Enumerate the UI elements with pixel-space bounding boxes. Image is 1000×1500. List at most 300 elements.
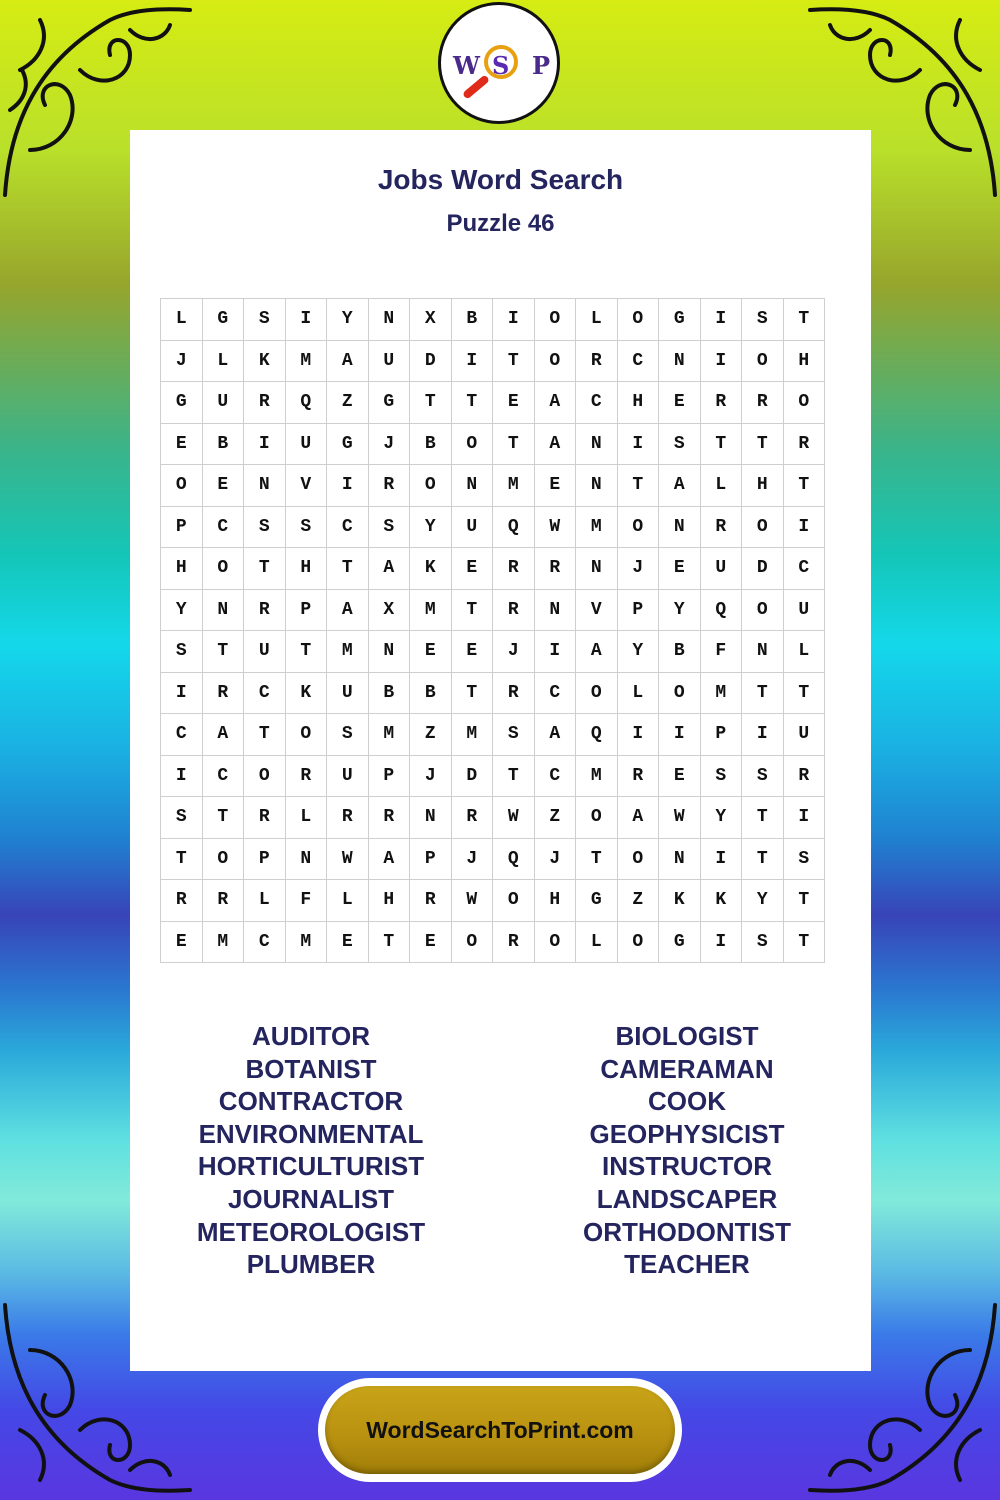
grid-cell[interactable]: H — [285, 548, 327, 590]
grid-cell[interactable]: R — [202, 672, 244, 714]
grid-cell[interactable]: U — [327, 672, 369, 714]
grid-cell[interactable]: R — [576, 340, 618, 382]
grid-cell[interactable]: A — [534, 382, 576, 424]
grid-cell[interactable]: J — [161, 340, 203, 382]
grid-cell[interactable]: N — [285, 838, 327, 880]
grid-cell[interactable]: D — [742, 548, 784, 590]
word-list-item: PLUMBER — [246, 1249, 376, 1280]
grid-cell[interactable]: M — [285, 921, 327, 963]
grid-cell[interactable]: W — [451, 880, 493, 922]
word-list-item: AUDITOR — [252, 1021, 370, 1051]
puzzle-number: Puzzle 46 — [446, 210, 555, 237]
grid-cell[interactable]: I — [700, 340, 742, 382]
grid-cell[interactable]: N — [368, 299, 410, 341]
grid-cell[interactable]: E — [410, 921, 452, 963]
grid-cell[interactable]: I — [493, 299, 535, 341]
grid-cell[interactable]: C — [202, 506, 244, 548]
grid-cell[interactable]: R — [783, 755, 825, 797]
grid-cell[interactable]: S — [659, 423, 701, 465]
grid-cell[interactable]: N — [202, 589, 244, 631]
grid-cell[interactable]: B — [410, 423, 452, 465]
grid-cell[interactable]: J — [493, 631, 535, 673]
grid-cell[interactable]: O — [202, 838, 244, 880]
grid-cell[interactable]: A — [368, 838, 410, 880]
grid-cell[interactable]: R — [327, 797, 369, 839]
grid-cell[interactable]: O — [493, 880, 535, 922]
grid-cell[interactable]: G — [659, 299, 701, 341]
grid-cell[interactable]: V — [285, 465, 327, 507]
puzzle-card — [130, 130, 871, 1371]
grid-cell[interactable]: P — [244, 838, 286, 880]
grid-cell[interactable]: P — [161, 506, 203, 548]
grid-row — [161, 382, 825, 424]
grid-cell[interactable]: E — [659, 548, 701, 590]
site-link[interactable]: WordSearchToPrint.com — [366, 1416, 634, 1443]
grid-row — [161, 465, 825, 507]
grid-cell[interactable]: N — [368, 631, 410, 673]
grid-cell[interactable]: W — [534, 506, 576, 548]
grid-cell[interactable]: O — [534, 340, 576, 382]
grid-cell[interactable]: T — [493, 423, 535, 465]
grid-cell[interactable]: O — [742, 340, 784, 382]
logo-letter-w: W — [453, 51, 480, 80]
word-list-item: GEOPHYSICIST — [589, 1118, 785, 1149]
grid-cell[interactable]: O — [617, 838, 659, 880]
grid-row — [161, 797, 825, 839]
grid-cell[interactable]: E — [659, 382, 701, 424]
grid-cell[interactable]: L — [244, 880, 286, 922]
grid-cell[interactable]: Q — [700, 589, 742, 631]
word-list-item: CAMERAMAN — [600, 1053, 774, 1084]
grid-cell[interactable]: D — [410, 340, 452, 382]
grid-cell[interactable]: N — [659, 838, 701, 880]
grid-cell[interactable]: P — [410, 838, 452, 880]
grid-cell[interactable]: C — [534, 755, 576, 797]
grid-cell[interactable]: E — [202, 465, 244, 507]
grid-cell[interactable]: O — [451, 921, 493, 963]
grid-cell[interactable]: I — [534, 631, 576, 673]
grid-cell[interactable]: O — [161, 465, 203, 507]
grid-cell[interactable]: U — [368, 340, 410, 382]
grid-cell[interactable]: E — [493, 382, 535, 424]
grid-cell[interactable]: R — [783, 423, 825, 465]
grid-cell[interactable]: H — [742, 465, 784, 507]
grid-cell[interactable]: B — [659, 631, 701, 673]
grid-cell[interactable]: C — [576, 382, 618, 424]
grid-cell[interactable]: U — [783, 714, 825, 756]
grid-cell[interactable]: T — [742, 423, 784, 465]
grid-cell[interactable]: A — [534, 423, 576, 465]
word-list-item: METEOROLOGIST — [196, 1216, 426, 1247]
grid-cell[interactable]: A — [617, 797, 659, 839]
grid-cell[interactable]: R — [700, 506, 742, 548]
word-list-item: BOTANIST — [245, 1053, 377, 1084]
grid-cell[interactable]: N — [451, 465, 493, 507]
grid-cell[interactable]: G — [659, 921, 701, 963]
grid-cell[interactable]: R — [368, 797, 410, 839]
grid-cell[interactable]: R — [451, 797, 493, 839]
grid-cell[interactable]: R — [700, 382, 742, 424]
grid-cell[interactable]: C — [202, 755, 244, 797]
grid-cell[interactable]: K — [700, 880, 742, 922]
grid-cell[interactable]: T — [783, 921, 825, 963]
grid-cell[interactable]: O — [742, 589, 784, 631]
grid-cell[interactable]: S — [244, 299, 286, 341]
word-list-item: INSTRUCTOR — [602, 1151, 772, 1182]
grid-cell[interactable]: S — [493, 714, 535, 756]
grid-cell[interactable]: T — [451, 672, 493, 714]
grid-cell[interactable]: U — [202, 382, 244, 424]
grid-cell[interactable]: Z — [617, 880, 659, 922]
grid-cell[interactable]: A — [659, 465, 701, 507]
grid-row — [161, 548, 825, 590]
grid-cell[interactable]: S — [161, 631, 203, 673]
grid-cell[interactable]: P — [700, 714, 742, 756]
word-list-item: ENVIRONMENTAL — [198, 1118, 424, 1149]
grid-cell[interactable]: B — [451, 299, 493, 341]
grid-cell[interactable]: O — [617, 299, 659, 341]
grid-cell[interactable]: S — [783, 838, 825, 880]
grid-cell[interactable]: T — [244, 548, 286, 590]
grid-cell[interactable]: Y — [700, 797, 742, 839]
grid-cell[interactable]: M — [202, 921, 244, 963]
grid-cell[interactable]: Y — [410, 506, 452, 548]
grid-cell[interactable]: E — [451, 631, 493, 673]
grid-cell[interactable]: R — [244, 382, 286, 424]
grid-row — [161, 714, 825, 756]
grid-cell[interactable]: L — [285, 797, 327, 839]
grid-cell[interactable]: R — [368, 465, 410, 507]
grid-cell[interactable]: T — [451, 382, 493, 424]
grid-cell[interactable]: O — [451, 423, 493, 465]
grid-cell[interactable]: R — [617, 755, 659, 797]
grid-cell[interactable]: N — [576, 423, 618, 465]
grid-cell[interactable]: O — [534, 921, 576, 963]
grid-cell[interactable]: R — [202, 880, 244, 922]
grid-cell[interactable]: Q — [493, 838, 535, 880]
grid-cell[interactable]: O — [742, 506, 784, 548]
grid-cell[interactable]: L — [161, 299, 203, 341]
grid-cell[interactable]: O — [410, 465, 452, 507]
grid-cell[interactable]: T — [783, 880, 825, 922]
grid-cell[interactable]: M — [493, 465, 535, 507]
grid-row — [161, 755, 825, 797]
grid-cell[interactable]: T — [202, 797, 244, 839]
grid-cell[interactable]: L — [617, 672, 659, 714]
grid-cell[interactable]: M — [576, 506, 618, 548]
grid-cell[interactable]: M — [451, 714, 493, 756]
grid-cell[interactable]: T — [783, 299, 825, 341]
grid-cell[interactable]: B — [410, 672, 452, 714]
grid-cell[interactable]: L — [327, 880, 369, 922]
grid-cell[interactable]: T — [161, 838, 203, 880]
grid-cell[interactable]: C — [783, 548, 825, 590]
word-list-item: COOK — [648, 1086, 726, 1117]
grid-cell[interactable]: Z — [410, 714, 452, 756]
grid-cell[interactable]: I — [700, 921, 742, 963]
grid-cell[interactable]: J — [410, 755, 452, 797]
grid-row — [161, 423, 825, 465]
grid-cell[interactable]: Y — [327, 299, 369, 341]
grid-cell[interactable]: E — [451, 548, 493, 590]
grid-cell[interactable]: M — [368, 714, 410, 756]
grid-cell[interactable]: R — [161, 880, 203, 922]
word-list-left — [126, 1020, 496, 1281]
grid-cell[interactable]: U — [285, 423, 327, 465]
grid-cell[interactable]: F — [700, 631, 742, 673]
grid-cell[interactable]: R — [410, 880, 452, 922]
grid-cell[interactable]: P — [285, 589, 327, 631]
grid-cell[interactable]: M — [576, 755, 618, 797]
grid-cell[interactable]: Y — [161, 589, 203, 631]
grid-cell[interactable]: W — [659, 797, 701, 839]
grid-cell[interactable]: L — [576, 921, 618, 963]
grid-cell[interactable]: I — [617, 423, 659, 465]
grid-cell[interactable]: O — [534, 299, 576, 341]
grid-cell[interactable]: Z — [327, 382, 369, 424]
wsp-logo — [438, 2, 560, 124]
grid-cell[interactable]: C — [617, 340, 659, 382]
grid-cell[interactable]: H — [161, 548, 203, 590]
word-list-item: LANDSCAPER — [596, 1183, 778, 1214]
grid-cell[interactable]: U — [700, 548, 742, 590]
grid-cell[interactable]: T — [451, 589, 493, 631]
grid-cell[interactable]: Y — [659, 589, 701, 631]
grid-cell[interactable]: I — [617, 714, 659, 756]
grid-row — [161, 672, 825, 714]
grid-cell[interactable]: G — [202, 299, 244, 341]
grid-cell[interactable]: A — [327, 340, 369, 382]
grid-row — [161, 340, 825, 382]
grid-cell[interactable]: X — [410, 299, 452, 341]
grid-cell[interactable]: I — [783, 506, 825, 548]
grid-cell[interactable]: S — [368, 506, 410, 548]
word-list-item: HORTICULTURIST — [197, 1151, 425, 1182]
grid-cell[interactable]: A — [368, 548, 410, 590]
grid-cell[interactable]: Q — [576, 714, 618, 756]
grid-cell[interactable]: O — [244, 755, 286, 797]
grid-cell[interactable]: I — [659, 714, 701, 756]
grid-cell[interactable]: C — [534, 672, 576, 714]
grid-cell[interactable]: A — [327, 589, 369, 631]
grid-cell[interactable]: W — [327, 838, 369, 880]
grid-cell[interactable]: R — [285, 755, 327, 797]
grid-cell[interactable]: L — [576, 299, 618, 341]
grid-cell[interactable]: J — [451, 838, 493, 880]
grid-cell[interactable]: O — [617, 921, 659, 963]
grid-cell[interactable]: G — [327, 423, 369, 465]
grid-cell[interactable]: E — [659, 755, 701, 797]
grid-cell[interactable]: R — [493, 548, 535, 590]
grid-cell[interactable]: L — [783, 631, 825, 673]
grid-cell[interactable]: O — [202, 548, 244, 590]
grid-row — [161, 631, 825, 673]
grid-row — [161, 299, 825, 341]
grid-cell[interactable]: E — [534, 465, 576, 507]
grid-cell[interactable]: O — [285, 714, 327, 756]
logo-letter-s: S — [492, 51, 510, 80]
grid-row — [161, 880, 825, 922]
grid-cell[interactable]: I — [700, 838, 742, 880]
grid-cell[interactable]: R — [534, 548, 576, 590]
grid-cell[interactable]: T — [617, 465, 659, 507]
grid-cell[interactable]: V — [576, 589, 618, 631]
grid-cell[interactable]: S — [161, 797, 203, 839]
grid-row — [161, 506, 825, 548]
grid-cell[interactable]: Q — [493, 506, 535, 548]
grid-cell[interactable]: S — [244, 506, 286, 548]
grid-cell[interactable]: R — [493, 921, 535, 963]
grid-cell[interactable]: A — [534, 714, 576, 756]
grid-cell[interactable]: L — [700, 465, 742, 507]
site-banner — [318, 1378, 682, 1482]
grid-cell[interactable]: N — [742, 631, 784, 673]
grid-cell[interactable]: T — [493, 340, 535, 382]
grid-cell[interactable]: N — [534, 589, 576, 631]
grid-cell[interactable]: R — [493, 589, 535, 631]
word-list-item: BIOLOGIST — [615, 1021, 759, 1051]
grid-cell[interactable]: K — [659, 880, 701, 922]
grid-cell[interactable]: G — [161, 382, 203, 424]
grid-cell[interactable]: O — [576, 672, 618, 714]
grid-row — [161, 589, 825, 631]
grid-cell[interactable]: M — [700, 672, 742, 714]
grid-cell[interactable]: C — [161, 714, 203, 756]
grid-cell[interactable]: W — [493, 797, 535, 839]
grid-cell[interactable]: D — [451, 755, 493, 797]
grid-cell[interactable]: E — [327, 921, 369, 963]
grid-cell[interactable]: A — [576, 631, 618, 673]
grid-cell[interactable]: S — [742, 921, 784, 963]
grid-cell[interactable]: I — [244, 423, 286, 465]
grid-cell[interactable]: J — [368, 423, 410, 465]
grid-cell[interactable]: L — [202, 340, 244, 382]
grid-cell[interactable]: U — [327, 755, 369, 797]
grid-cell[interactable]: Q — [285, 382, 327, 424]
grid-cell[interactable]: O — [659, 672, 701, 714]
grid-cell[interactable]: R — [493, 672, 535, 714]
grid-cell[interactable]: H — [783, 340, 825, 382]
grid-cell[interactable]: G — [576, 880, 618, 922]
grid-cell[interactable]: C — [244, 921, 286, 963]
grid-cell[interactable]: R — [244, 589, 286, 631]
grid-cell[interactable]: K — [410, 548, 452, 590]
grid-cell[interactable]: N — [659, 506, 701, 548]
grid-cell[interactable]: I — [327, 465, 369, 507]
grid-cell[interactable]: M — [285, 340, 327, 382]
grid-cell[interactable]: R — [742, 382, 784, 424]
grid-cell[interactable]: E — [161, 921, 203, 963]
grid-cell[interactable]: H — [368, 880, 410, 922]
grid-cell[interactable]: T — [576, 838, 618, 880]
grid-cell[interactable]: R — [244, 797, 286, 839]
grid-cell[interactable]: X — [368, 589, 410, 631]
word-list-item: ORTHODONTIST — [583, 1216, 791, 1247]
grid-cell[interactable]: F — [285, 880, 327, 922]
grid-cell[interactable]: U — [783, 589, 825, 631]
grid-cell[interactable]: G — [368, 382, 410, 424]
grid-cell[interactable]: O — [576, 797, 618, 839]
grid-cell[interactable]: S — [742, 299, 784, 341]
grid-cell[interactable]: T — [202, 631, 244, 673]
word-list-item: JOURNALIST — [227, 1183, 395, 1214]
word-list-item: TEACHER — [624, 1249, 750, 1280]
grid-cell[interactable]: T — [783, 672, 825, 714]
grid-cell[interactable]: N — [576, 548, 618, 590]
grid-cell[interactable]: Y — [617, 631, 659, 673]
grid-cell[interactable]: T — [285, 631, 327, 673]
grid-cell[interactable]: E — [410, 631, 452, 673]
grid-cell[interactable]: I — [161, 672, 203, 714]
grid-cell[interactable]: N — [410, 797, 452, 839]
grid-cell[interactable]: T — [742, 672, 784, 714]
grid-cell[interactable]: O — [617, 506, 659, 548]
grid-cell[interactable]: K — [244, 340, 286, 382]
grid-cell[interactable]: B — [202, 423, 244, 465]
grid-cell[interactable]: N — [244, 465, 286, 507]
grid-cell[interactable]: T — [368, 921, 410, 963]
grid-row — [161, 838, 825, 880]
grid-cell[interactable]: E — [161, 423, 203, 465]
page-title: Jobs Word Search — [377, 164, 624, 195]
grid-cell[interactable]: T — [742, 838, 784, 880]
grid-cell[interactable]: Z — [534, 797, 576, 839]
grid-cell[interactable]: S — [742, 755, 784, 797]
grid-cell[interactable]: U — [244, 631, 286, 673]
grid-cell[interactable]: S — [700, 755, 742, 797]
grid-cell[interactable]: M — [410, 589, 452, 631]
grid-cell[interactable]: S — [327, 714, 369, 756]
grid-cell[interactable]: I — [783, 797, 825, 839]
grid-cell[interactable]: C — [327, 506, 369, 548]
word-list-right — [502, 1020, 872, 1281]
grid-cell[interactable]: I — [700, 299, 742, 341]
grid-cell[interactable]: B — [368, 672, 410, 714]
word-list-item: CONTRACTOR — [218, 1086, 404, 1117]
grid-cell[interactable]: J — [617, 548, 659, 590]
grid-cell[interactable]: A — [202, 714, 244, 756]
grid-cell[interactable]: U — [451, 506, 493, 548]
grid-cell[interactable]: P — [617, 589, 659, 631]
grid-cell[interactable]: C — [244, 672, 286, 714]
site-banner-pill[interactable] — [325, 1386, 675, 1474]
logo-letter-p: P — [532, 51, 551, 80]
grid-cell[interactable]: K — [285, 672, 327, 714]
grid-cell[interactable]: T — [327, 548, 369, 590]
grid-cell[interactable]: T — [410, 382, 452, 424]
grid-cell[interactable]: T — [700, 423, 742, 465]
grid-cell[interactable]: Y — [742, 880, 784, 922]
grid-cell[interactable]: H — [617, 382, 659, 424]
grid-cell[interactable]: T — [493, 755, 535, 797]
grid-cell[interactable]: P — [368, 755, 410, 797]
grid-cell[interactable]: N — [659, 340, 701, 382]
grid-cell[interactable]: H — [534, 880, 576, 922]
grid-cell[interactable]: I — [161, 755, 203, 797]
grid-cell[interactable]: I — [451, 340, 493, 382]
grid-cell[interactable]: O — [783, 382, 825, 424]
grid-row — [161, 921, 825, 963]
grid-cell[interactable]: S — [285, 506, 327, 548]
grid-cell[interactable]: T — [742, 797, 784, 839]
grid-cell[interactable]: I — [742, 714, 784, 756]
grid-cell[interactable]: T — [244, 714, 286, 756]
grid-cell[interactable]: N — [576, 465, 618, 507]
grid-cell[interactable]: I — [285, 299, 327, 341]
grid-cell[interactable]: J — [534, 838, 576, 880]
grid-cell[interactable]: T — [783, 465, 825, 507]
grid-cell[interactable]: M — [327, 631, 369, 673]
